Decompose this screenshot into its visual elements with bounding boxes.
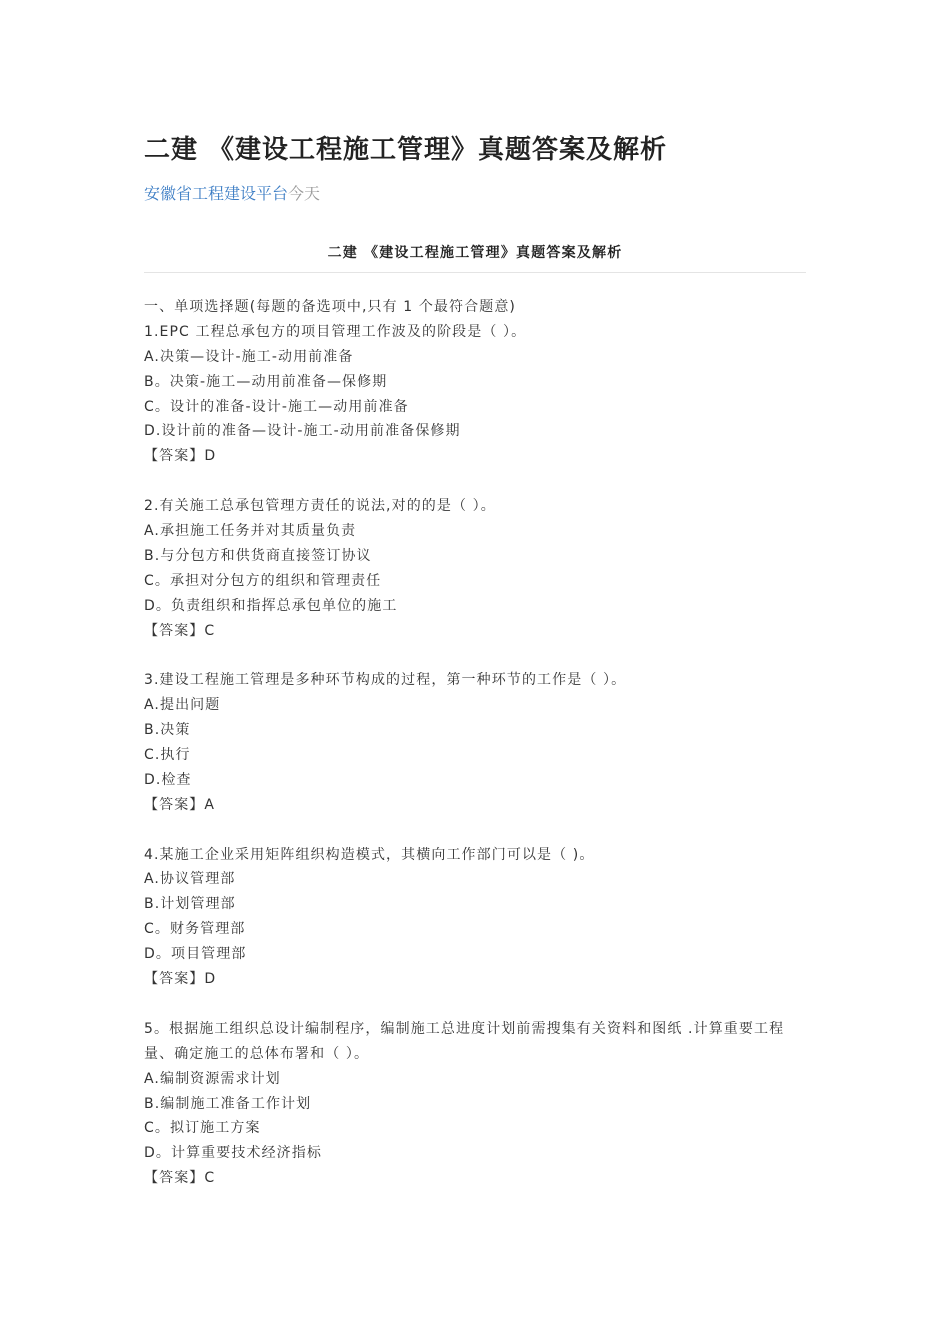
- option-d: D。负责组织和指挥总承包单位的施工: [144, 597, 398, 614]
- option-d: D。计算重要技术经济指标: [144, 1145, 322, 1162]
- option-d: D。项目管理部: [144, 946, 247, 963]
- section-heading: 一、单项选择题(每题的备选项中,只有 1 个最符合题意): [144, 299, 516, 315]
- question-stem: 3.建设工程施工管理是多种环节构成的过程，第一种环节的工作是（ ）。: [144, 672, 627, 689]
- article-title: 二建 《建设工程施工管理》真题答案及解析: [144, 135, 668, 165]
- option-c: C。财务管理部: [144, 921, 246, 938]
- option-b: B.决策: [144, 722, 191, 739]
- publish-time: 今天: [288, 184, 321, 203]
- article: [144, 130, 806, 1191]
- option-a: A.编制资源需求计划: [144, 1070, 281, 1087]
- option-b: B。决策-施工—动用前准备—保修期: [144, 373, 388, 390]
- option-d: D.检查: [144, 771, 192, 788]
- option-b: B.计划管理部: [144, 896, 236, 913]
- question-stem: 5。根据施工组织总设计编制程序，编制施工总进度计划前需搜集有关资料和图纸 .计算重要工程量、确定施工的总体布署和（ ）。: [144, 1020, 785, 1062]
- question-3: [144, 668, 806, 817]
- option-c: C.执行: [144, 747, 191, 764]
- divider: [144, 272, 806, 273]
- question-1: [144, 320, 806, 469]
- option-b: B.编制施工准备工作计划: [144, 1095, 312, 1112]
- article-subtitle: 二建 《建设工程施工管理》真题答案及解析: [327, 245, 623, 261]
- question-stem: 1.EPC 工程总承包方的项目管理工作波及的阶段是（ ）。: [144, 323, 527, 340]
- answer: 【答案】C: [144, 1170, 216, 1187]
- option-a: A.决策—设计-施工-动用前准备: [144, 348, 354, 365]
- source-link[interactable]: 安徽省工程建设平台: [144, 184, 289, 203]
- option-a: A.协议管理部: [144, 871, 236, 888]
- answer: 【答案】D: [144, 448, 217, 465]
- article-body: [144, 295, 806, 1191]
- question-stem: 4.某施工企业采用矩阵组织构造模式，其横向工作部门可以是（ )。: [144, 846, 595, 863]
- question-stem: 2.有关施工总承包管理方责任的说法,对的的是（ ）。: [144, 498, 496, 515]
- question-5: [144, 1017, 806, 1191]
- option-c: C。设计的准备-设计-施工—动用前准备: [144, 398, 409, 415]
- option-a: A.承担施工任务并对其质量负责: [144, 523, 357, 540]
- answer: 【答案】D: [144, 971, 217, 988]
- question-2: [144, 494, 806, 643]
- option-c: C。拟订施工方案: [144, 1120, 261, 1137]
- answer: 【答案】A: [144, 796, 216, 813]
- answer: 【答案】C: [144, 622, 216, 639]
- option-b: B.与分包方和供货商直接签订协议: [144, 547, 372, 564]
- option-d: D.设计前的准备—设计-施工-动用前准备保修期: [144, 423, 461, 440]
- article-meta: [144, 182, 806, 206]
- option-a: A.提出问题: [144, 697, 221, 714]
- option-c: C。承担对分包方的组织和管理责任: [144, 572, 382, 589]
- question-4: [144, 843, 806, 992]
